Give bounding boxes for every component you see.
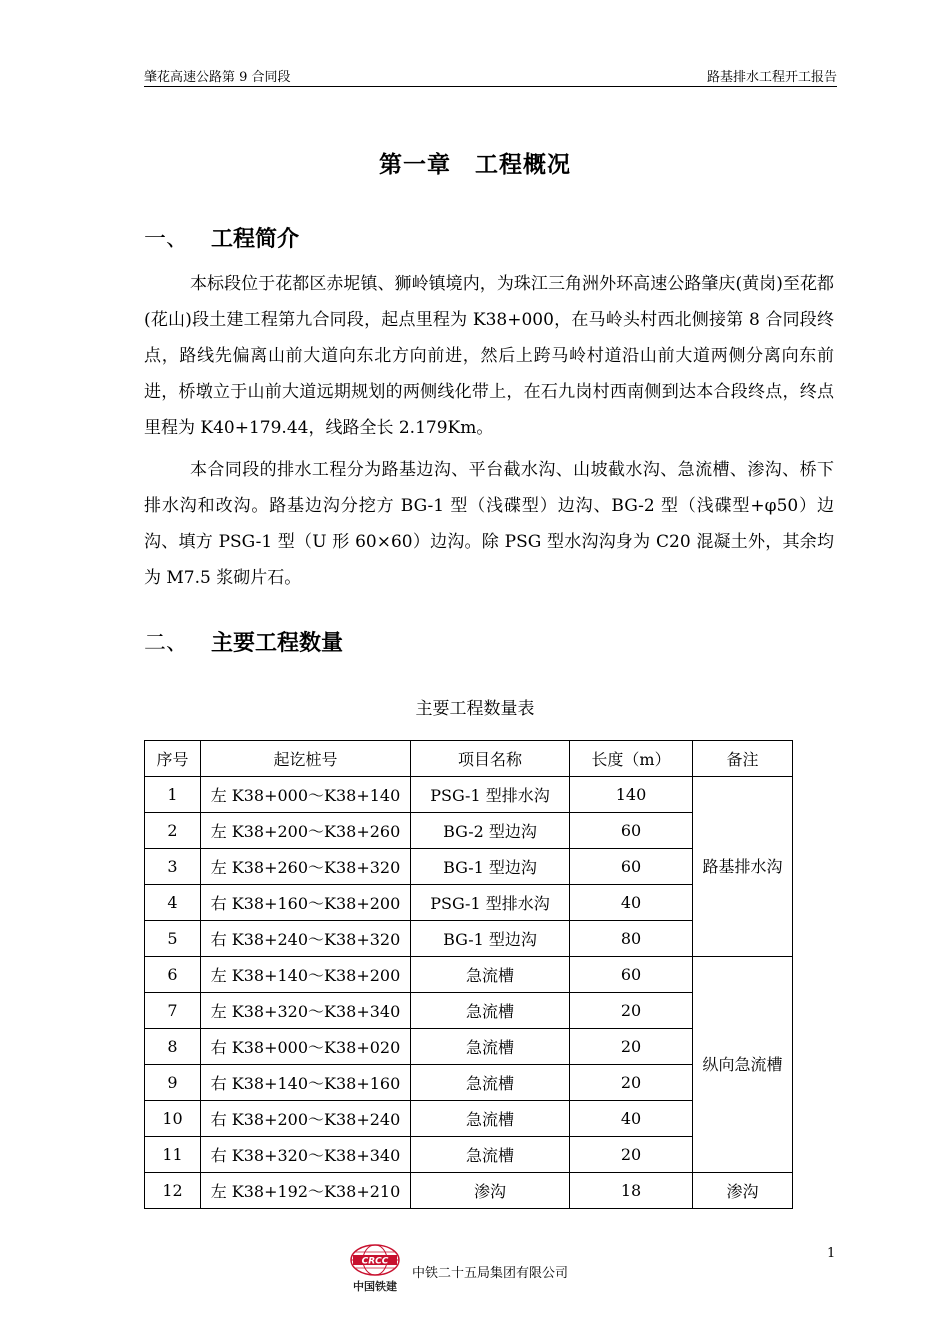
cell-no: 3	[145, 849, 201, 885]
table-header-row	[145, 741, 793, 777]
paragraph-intro: 本标段位于花都区赤坭镇、狮岭镇境内，为珠江三角洲外环高速公路肇庆(黄岗)至花都(花山)段土建工程第九合同段，起点里程为 K38+000，在马岭头村西北侧接第 8 合同段终点，路线先偏离山前大道向东北方向前进，然后上跨马岭村道沿山前大道两侧分离向东前进，桥墩立于山前大道远期规划的两侧线化带上，在石九岗村西南侧到达本合段终点，终点里程为 K40+179.44，线路全长 2.179Km。	[144, 274, 834, 438]
cell-name: BG-1 型边沟	[411, 849, 570, 885]
cell-length: 20	[570, 1065, 693, 1101]
chapter-heading	[0, 146, 950, 179]
cell-name: PSG-1 型排水沟	[411, 777, 570, 813]
section-title: 工程简介	[211, 227, 300, 252]
cell-name: BG-1 型边沟	[411, 921, 570, 957]
section-title: 主要工程数量	[211, 631, 344, 656]
cell-name: 急流槽	[411, 1065, 570, 1101]
table-row	[145, 957, 793, 993]
cell-no: 1	[145, 777, 201, 813]
section-number: 一、	[144, 227, 189, 252]
cell-remark: 路基排水沟	[693, 777, 793, 957]
cell-name: 急流槽	[411, 957, 570, 993]
cell-name: 急流槽	[411, 993, 570, 1029]
company-logo	[340, 1242, 410, 1294]
cell-no: 12	[145, 1173, 201, 1209]
header-cell: 长度（m）	[570, 741, 693, 777]
cell-length: 20	[570, 1137, 693, 1173]
quantity-table	[144, 740, 793, 1209]
cell-range: 左 K38+140～K38+200	[201, 957, 411, 993]
header-cell: 项目名称	[411, 741, 570, 777]
cell-name: 急流槽	[411, 1137, 570, 1173]
cell-length: 40	[570, 885, 693, 921]
cell-remark: 纵向急流槽	[693, 957, 793, 1173]
cell-no: 7	[145, 993, 201, 1029]
header-project: 肇花高速公路第 9 合同段	[144, 70, 291, 85]
cell-range: 右 K38+200～K38+240	[201, 1101, 411, 1137]
cell-name: PSG-1 型排水沟	[411, 885, 570, 921]
cell-length: 18	[570, 1173, 693, 1209]
cell-range: 左 K38+260～K38+320	[201, 849, 411, 885]
cell-range: 左 K38+200～K38+260	[201, 813, 411, 849]
cell-name: BG-2 型边沟	[411, 813, 570, 849]
cell-name: 急流槽	[411, 1101, 570, 1137]
cell-range: 右 K38+160～K38+200	[201, 885, 411, 921]
cell-no: 9	[145, 1065, 201, 1101]
cell-name: 渗沟	[411, 1173, 570, 1209]
company-name: 中铁二十五局集团有限公司	[412, 1266, 569, 1281]
cell-no: 11	[145, 1137, 201, 1173]
cell-no: 5	[145, 921, 201, 957]
cell-no: 6	[145, 957, 201, 993]
header-report-title: 路基排水工程开工报告	[706, 70, 837, 85]
cell-name: 急流槽	[411, 1029, 570, 1065]
cell-length: 140	[570, 777, 693, 813]
section-heading-1	[144, 222, 299, 253]
table-row	[145, 777, 793, 813]
cell-length: 80	[570, 921, 693, 957]
cell-length: 20	[570, 1029, 693, 1065]
header-cell: 序号	[145, 741, 201, 777]
cell-range: 左 K38+320～K38+340	[201, 993, 411, 1029]
cell-no: 2	[145, 813, 201, 849]
cell-range: 左 K38+192～K38+210	[201, 1173, 411, 1209]
cell-remark: 渗沟	[693, 1173, 793, 1209]
svg-text:CRCC: CRCC	[361, 1256, 389, 1267]
page-number: 1	[827, 1246, 836, 1261]
header-cell: 起讫桩号	[201, 741, 411, 777]
cell-length: 60	[570, 849, 693, 885]
cell-range: 右 K38+240～K38+320	[201, 921, 411, 957]
table-row	[145, 1173, 793, 1209]
header-cell: 备注	[693, 741, 793, 777]
cell-length: 40	[570, 1101, 693, 1137]
table-caption: 主要工程数量表	[415, 699, 535, 719]
page-header	[144, 66, 837, 87]
cell-range: 右 K38+000～K38+020	[201, 1029, 411, 1065]
cell-range: 右 K38+320～K38+340	[201, 1137, 411, 1173]
cell-no: 10	[145, 1101, 201, 1137]
chapter-title: 工程概况	[475, 152, 571, 178]
cell-length: 20	[570, 993, 693, 1029]
section-number: 二、	[144, 631, 189, 656]
cell-length: 60	[570, 957, 693, 993]
chapter-number: 第一章	[379, 152, 451, 178]
section-heading-2	[144, 626, 343, 657]
cell-length: 60	[570, 813, 693, 849]
cell-range: 右 K38+140～K38+160	[201, 1065, 411, 1101]
svg-text:中国铁建: 中国铁建	[353, 1280, 397, 1293]
paragraph-drainage: 本合同段的排水工程分为路基边沟、平台截水沟、山坡截水沟、急流槽、渗沟、桥下排水沟和改沟。路基边沟分挖方 BG-1 型（浅碟型）边沟、BG-2 型（浅碟型+φ50）边沟、填方 PSG-1 型（U 形 60×60）边沟。除 PSG 型水沟沟身为 C20 混凝土外，其余均为 M7.5 浆砌片石。	[144, 460, 834, 588]
cell-no: 4	[145, 885, 201, 921]
cell-range: 左 K38+000～K38+140	[201, 777, 411, 813]
crcc-logo-icon	[340, 1242, 410, 1294]
cell-no: 8	[145, 1029, 201, 1065]
